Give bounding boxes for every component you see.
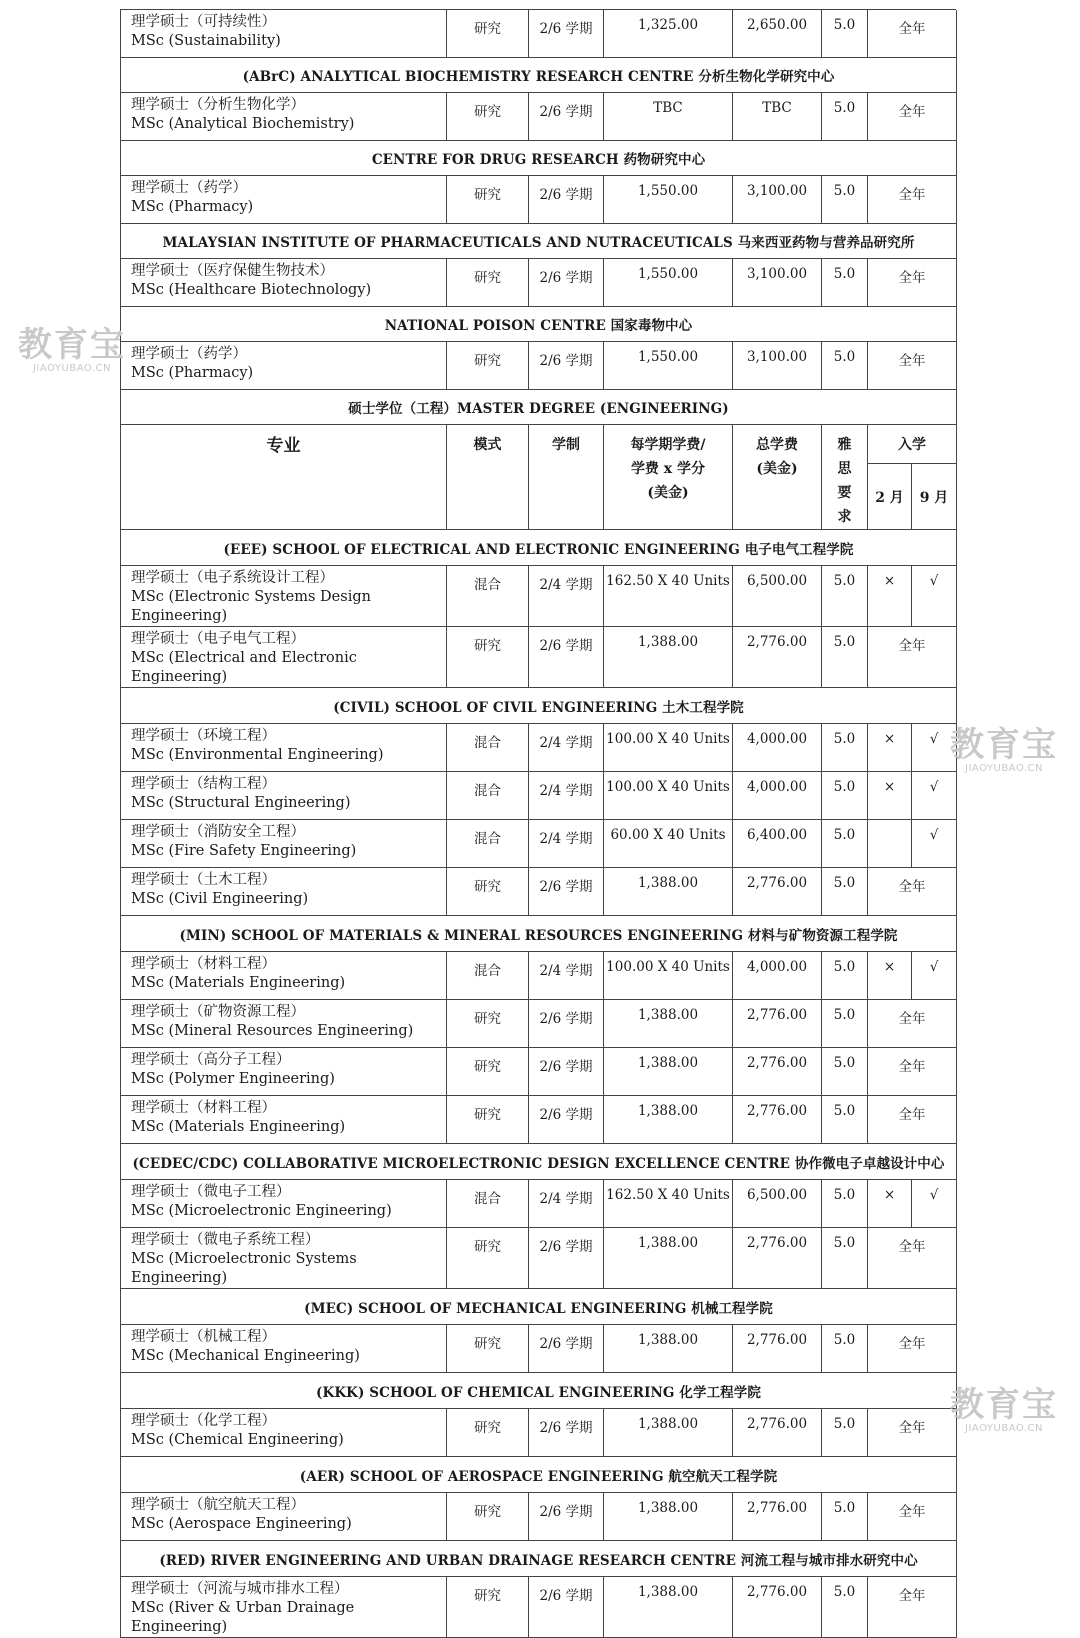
program-name-cn: 理学硕士（药学） [131,180,247,196]
ielts-requirement: 5.0 [822,259,868,307]
total-fee: 2,650.00 [733,10,822,58]
header-fee-line: (美金) [647,485,689,501]
fee-per-semester: 60.00 X 40 Units [604,820,733,868]
program-name-en: MSc (Mineral Resources Engineering) [131,1023,414,1039]
fee-per-semester: 1,388.00 [604,1409,733,1457]
study-mode: 研究 [447,1048,529,1096]
fee-per-semester: 1,388.00 [604,1493,733,1541]
section-row [121,58,957,93]
header-intake-feb: 2 月 [868,464,912,530]
section-row [121,390,957,425]
intake-sep: √ [912,772,957,820]
table-row [121,820,957,868]
watermark-url: JIAOYUBAO.CN [33,363,111,374]
fee-per-semester: 1,550.00 [604,259,733,307]
study-duration: 2/6 学期 [529,259,604,307]
study-mode: 研究 [447,342,529,390]
program-name-cn: 理学硕士（电子系统设计工程） [131,570,334,586]
intake-all-year: 全年 [868,93,957,141]
fee-per-semester: 1,388.00 [604,627,733,688]
total-fee: 2,776.00 [733,1048,822,1096]
header-duration: 学制 [529,425,604,530]
program-name-en: MSc (Healthcare Biotechnology) [131,282,372,298]
header-total-fee [733,425,822,530]
section-row [121,530,957,566]
fee-per-semester: 1,388.00 [604,1096,733,1144]
program-name [121,724,447,772]
ielts-requirement: 5.0 [822,1048,868,1096]
program-name [121,1180,447,1228]
table-row [121,176,957,224]
program-name [121,93,447,141]
program-name-cn: 理学硕士（航空航天工程） [131,1497,305,1513]
study-mode: 研究 [447,259,529,307]
table-row [121,1000,957,1048]
study-mode: 混合 [447,820,529,868]
program-name [121,1096,447,1144]
ielts-requirement: 5.0 [822,724,868,772]
intake-all-year: 全年 [868,1409,957,1457]
program-name-en: MSc (Materials Engineering) [131,1119,346,1135]
total-fee: 4,000.00 [733,724,822,772]
fee-per-semester: 1,550.00 [604,176,733,224]
program-name-cn: 理学硕士（材料工程） [131,1100,276,1116]
table-row [121,1048,957,1096]
study-duration: 2/6 学期 [529,1577,604,1638]
intake-sep: √ [912,1180,957,1228]
fee-per-semester: 1,388.00 [604,1000,733,1048]
ielts-requirement: 5.0 [822,1409,868,1457]
program-name-cn: 理学硕士（土木工程） [131,872,276,888]
total-fee: 4,000.00 [733,952,822,1000]
study-duration: 2/6 学期 [529,93,604,141]
study-mode: 研究 [447,1409,529,1457]
ielts-requirement: 5.0 [822,342,868,390]
study-duration: 2/6 学期 [529,1048,604,1096]
program-name [121,1577,447,1638]
total-fee: 6,400.00 [733,820,822,868]
fee-per-semester: 1,388.00 [604,1577,733,1638]
total-fee: 2,776.00 [733,1228,822,1289]
study-duration: 2/6 学期 [529,342,604,390]
section-title: (CIVIL) SCHOOL OF CIVIL ENGINEERING 土木工程学院 [121,688,957,724]
program-name-en: MSc (Mechanical Engineering) [131,1348,360,1364]
study-duration: 2/6 学期 [529,868,604,916]
ielts-requirement: 5.0 [822,868,868,916]
ielts-requirement: 5.0 [822,1000,868,1048]
header-ielts-char: 雅 [837,437,852,453]
study-duration: 2/4 学期 [529,1180,604,1228]
program-name-cn: 理学硕士（环境工程） [131,728,276,744]
study-duration: 2/6 学期 [529,1325,604,1373]
table-row [121,1325,957,1373]
study-duration: 2/6 学期 [529,1096,604,1144]
program-name [121,820,447,868]
program-name-en: MSc (Chemical Engineering) [131,1432,344,1448]
section-title: (AER) SCHOOL OF AEROSPACE ENGINEERING 航空航天工程学院 [121,1457,957,1493]
program-name-en: MSc (Aerospace Engineering) [131,1516,352,1532]
ielts-requirement: 5.0 [822,176,868,224]
intake-all-year: 全年 [868,1325,957,1373]
table-row [121,259,957,307]
table-row [121,724,957,772]
total-fee: 4,000.00 [733,772,822,820]
program-name-en: MSc (Structural Engineering) [131,795,351,811]
program-name-cn: 理学硕士（材料工程） [131,956,276,972]
total-fee: TBC [733,93,822,141]
program-name-en: MSc (River & Urban Drainage Engineering) [131,1600,355,1635]
section-row [121,1373,957,1409]
total-fee: 2,776.00 [733,1409,822,1457]
program-name-en: MSc (Analytical Biochemistry) [131,116,355,132]
program-name [121,259,447,307]
intake-all-year: 全年 [868,1228,957,1289]
study-mode: 研究 [447,868,529,916]
fee-per-semester: 1,388.00 [604,868,733,916]
total-fee: 6,500.00 [733,566,822,627]
program-name-cn: 理学硕士（矿物资源工程） [131,1004,305,1020]
ielts-requirement: 5.0 [822,772,868,820]
table-row [121,952,957,1000]
program-name [121,1325,447,1373]
intake-all-year: 全年 [868,1577,957,1638]
study-duration: 2/4 学期 [529,724,604,772]
study-duration: 2/6 学期 [529,1493,604,1541]
header-intake: 入学 [868,425,957,464]
section-row [121,916,957,952]
header-ielts-char: 思 [837,461,852,477]
table-row [121,1180,957,1228]
program-name-cn: 理学硕士（医疗保健生物技术） [131,263,334,279]
program-name [121,952,447,1000]
program-name-cn: 理学硕士（电子电气工程） [131,631,305,647]
fee-table-sheet [120,9,956,1638]
header-ielts-char: 求 [837,509,852,525]
section-title: (KKK) SCHOOL OF CHEMICAL ENGINEERING 化学工程学院 [121,1373,957,1409]
table-row [121,342,957,390]
intake-all-year: 全年 [868,1048,957,1096]
program-name [121,10,447,58]
study-mode: 研究 [447,1325,529,1373]
table-row [121,1577,957,1638]
ielts-requirement: 5.0 [822,1577,868,1638]
header-ielts [822,425,868,530]
table-row [121,93,957,141]
program-name-cn: 理学硕士（分析生物化学） [131,97,305,113]
section-title: NATIONAL POISON CENTRE 国家毒物中心 [121,307,957,342]
study-duration: 2/6 学期 [529,1000,604,1048]
table-row [121,1409,957,1457]
table-row [121,10,957,58]
intake-all-year: 全年 [868,1096,957,1144]
program-name-cn: 理学硕士（消防安全工程） [131,824,305,840]
program-name-cn: 理学硕士（可持续性） [131,14,276,30]
program-name [121,1228,447,1289]
fee-per-semester: 1,388.00 [604,1228,733,1289]
header-intake-sep: 9 月 [912,464,957,530]
fee-per-semester: 162.50 X 40 Units [604,1180,733,1228]
section-row [121,307,957,342]
intake-all-year: 全年 [868,342,957,390]
intake-all-year: 全年 [868,1493,957,1541]
study-mode: 混合 [447,772,529,820]
total-fee: 2,776.00 [733,627,822,688]
study-mode: 研究 [447,93,529,141]
intake-feb [868,820,912,868]
table-row [121,772,957,820]
fee-per-semester: 1,550.00 [604,342,733,390]
study-mode: 混合 [447,1180,529,1228]
study-duration: 2/6 学期 [529,1409,604,1457]
header-total-line: 总学费 [756,437,798,453]
program-name-cn: 理学硕士（河流与城市排水工程） [131,1581,349,1597]
total-fee: 2,776.00 [733,1577,822,1638]
header-program: 专业 [121,425,447,530]
study-duration: 2/6 学期 [529,10,604,58]
total-fee: 3,100.00 [733,259,822,307]
study-mode: 研究 [447,176,529,224]
intake-all-year: 全年 [868,259,957,307]
watermark-text: 教育宝 [950,1385,1058,1425]
section-row [121,688,957,724]
total-fee: 2,776.00 [733,1325,822,1373]
ielts-requirement: 5.0 [822,1493,868,1541]
study-mode: 研究 [447,627,529,688]
section-title: (RED) RIVER ENGINEERING AND URBAN DRAINAGE RESEARCH CENTRE 河流工程与城市排水研究中心 [121,1541,957,1577]
total-fee: 3,100.00 [733,342,822,390]
program-name [121,1493,447,1541]
table-row [121,1228,957,1289]
table-row [121,627,957,688]
program-name-cn: 理学硕士（机械工程） [131,1329,276,1345]
section-row [121,1289,957,1325]
watermark [950,1385,1058,1434]
header-fee-line: 每学期学费/ [630,437,706,453]
program-name [121,627,447,688]
study-mode: 研究 [447,1000,529,1048]
study-mode: 研究 [447,1096,529,1144]
header-ielts-char: 要 [837,485,852,501]
header-total-line: (美金) [756,461,798,477]
program-name [121,342,447,390]
table-row [121,1096,957,1144]
fee-per-semester: TBC [604,93,733,141]
header-mode: 模式 [447,425,529,530]
program-name-en: MSc (Electronic Systems Design Engineering) [131,589,371,624]
watermark-url: JIAOYUBAO.CN [965,763,1043,774]
ielts-requirement: 5.0 [822,627,868,688]
engineering-programs-body [121,530,957,1638]
program-name [121,176,447,224]
header-fee-per-semester [604,425,733,530]
program-name-en: MSc (Pharmacy) [131,365,254,381]
fee-table-engineering [120,425,957,1638]
table-row [121,566,957,627]
study-mode: 混合 [447,566,529,627]
table-row [121,1493,957,1541]
program-name-en: MSc (Civil Engineering) [131,891,309,907]
section-title: CENTRE FOR DRUG RESEARCH 药物研究中心 [121,141,957,176]
table-row [121,868,957,916]
ielts-requirement: 5.0 [822,566,868,627]
program-name-cn: 理学硕士（微电子系统工程） [131,1232,320,1248]
section-title: (MIN) SCHOOL OF MATERIALS & MINERAL RESOURCES ENGINEERING 材料与矿物资源工程学院 [121,916,957,952]
ielts-requirement: 5.0 [822,820,868,868]
intake-feb: × [868,724,912,772]
program-name [121,868,447,916]
fee-per-semester: 100.00 X 40 Units [604,724,733,772]
section-title: (EEE) SCHOOL OF ELECTRICAL AND ELECTRONIC ENGINEERING 电子电气工程学院 [121,530,957,566]
program-name-en: MSc (Fire Safety Engineering) [131,843,357,859]
fee-table-top [120,10,957,425]
study-mode: 研究 [447,1493,529,1541]
intake-feb: × [868,566,912,627]
ielts-requirement: 5.0 [822,10,868,58]
program-name-en: MSc (Microelectronic Systems Engineering) [131,1251,357,1286]
study-mode: 混合 [447,952,529,1000]
intake-feb: × [868,772,912,820]
section-title: MALAYSIAN INSTITUTE OF PHARMACEUTICALS AND NUTRACEUTICALS 马来西亚药物与营养品研究所 [121,224,957,259]
study-duration: 2/4 学期 [529,952,604,1000]
study-mode: 混合 [447,724,529,772]
header-fee-line: 学费 x 学分 [630,461,706,477]
section-title: (MEC) SCHOOL OF MECHANICAL ENGINEERING 机械工程学院 [121,1289,957,1325]
ielts-requirement: 5.0 [822,93,868,141]
total-fee: 3,100.00 [733,176,822,224]
ielts-requirement: 5.0 [822,1096,868,1144]
total-fee: 2,776.00 [733,868,822,916]
program-name-cn: 理学硕士（药学） [131,346,247,362]
study-mode: 研究 [447,10,529,58]
program-name-cn: 理学硕士（结构工程） [131,776,276,792]
program-name-cn: 理学硕士（化学工程） [131,1413,276,1429]
study-duration: 2/4 学期 [529,772,604,820]
table-header [121,425,957,530]
program-name [121,772,447,820]
watermark-text: 教育宝 [18,325,126,365]
intake-all-year: 全年 [868,10,957,58]
fee-per-semester: 162.50 X 40 Units [604,566,733,627]
fee-per-semester: 100.00 X 40 Units [604,952,733,1000]
program-name-en: MSc (Microelectronic Engineering) [131,1203,392,1219]
intake-feb: × [868,1180,912,1228]
program-name-en: MSc (Materials Engineering) [131,975,346,991]
program-name [121,1048,447,1096]
ielts-requirement: 5.0 [822,1180,868,1228]
study-duration: 2/6 学期 [529,1228,604,1289]
program-name-en: MSc (Environmental Engineering) [131,747,384,763]
intake-sep: √ [912,724,957,772]
watermark-text: 教育宝 [950,725,1058,765]
fee-per-semester: 100.00 X 40 Units [604,772,733,820]
total-fee: 2,776.00 [733,1096,822,1144]
study-duration: 2/4 学期 [529,566,604,627]
study-mode: 研究 [447,1577,529,1638]
study-duration: 2/4 学期 [529,820,604,868]
total-fee: 6,500.00 [733,1180,822,1228]
section-row [121,224,957,259]
intake-all-year: 全年 [868,627,957,688]
section-row [121,1541,957,1577]
study-duration: 2/6 学期 [529,627,604,688]
section-title: (ABrC) ANALYTICAL BIOCHEMISTRY RESEARCH CENTRE 分析生物化学研究中心 [121,58,957,93]
total-fee: 2,776.00 [733,1000,822,1048]
ielts-requirement: 5.0 [822,1228,868,1289]
science-programs-body [121,10,957,425]
watermark-url: JIAOYUBAO.CN [965,1423,1043,1434]
ielts-requirement: 5.0 [822,952,868,1000]
program-name [121,1000,447,1048]
section-title: 硕士学位（工程）MASTER DEGREE (ENGINEERING) [121,390,957,425]
program-name-en: MSc (Polymer Engineering) [131,1071,335,1087]
intake-all-year: 全年 [868,868,957,916]
section-row [121,1144,957,1180]
ielts-requirement: 5.0 [822,1325,868,1373]
program-name-en: MSc (Sustainability) [131,33,281,49]
program-name [121,1409,447,1457]
fee-per-semester: 1,388.00 [604,1048,733,1096]
section-title: (CEDEC/CDC) COLLABORATIVE MICROELECTRONIC DESIGN EXCELLENCE CENTRE 协作微电子卓越设计中心 [121,1144,957,1180]
intake-sep: √ [912,952,957,1000]
total-fee: 2,776.00 [733,1493,822,1541]
section-row [121,141,957,176]
intake-sep: √ [912,566,957,627]
watermark [950,725,1058,774]
intake-all-year: 全年 [868,1000,957,1048]
intake-all-year: 全年 [868,176,957,224]
program-name [121,566,447,627]
fee-per-semester: 1,325.00 [604,10,733,58]
section-row [121,1457,957,1493]
study-mode: 研究 [447,1228,529,1289]
fee-per-semester: 1,388.00 [604,1325,733,1373]
intake-feb: × [868,952,912,1000]
program-name-cn: 理学硕士（微电子工程） [131,1184,291,1200]
watermark [18,325,126,374]
program-name-cn: 理学硕士（高分子工程） [131,1052,291,1068]
intake-sep: √ [912,820,957,868]
program-name-en: MSc (Pharmacy) [131,199,254,215]
program-name-en: MSc (Electrical and Electronic Engineering) [131,650,357,685]
study-duration: 2/6 学期 [529,176,604,224]
